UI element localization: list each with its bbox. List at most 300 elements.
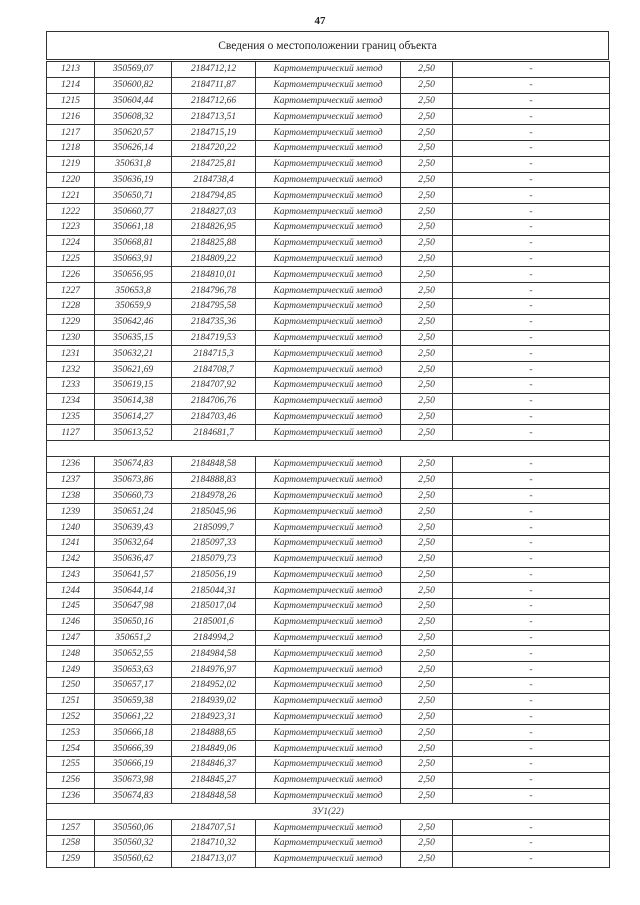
accuracy-cell: 2,50	[401, 172, 453, 188]
accuracy-cell: 2,50	[401, 614, 453, 630]
table-row	[47, 772, 610, 788]
table-row	[47, 583, 610, 599]
accuracy-cell: 2,50	[401, 535, 453, 551]
accuracy-cell: 2,50	[401, 709, 453, 725]
description-cell: -	[453, 77, 610, 93]
description-cell: -	[453, 298, 610, 314]
table-row	[47, 820, 610, 836]
y-coordinate-cell: 2184888,83	[172, 472, 256, 488]
accuracy-cell: 2,50	[401, 678, 453, 694]
point-number-cell: 1240	[47, 520, 95, 536]
description-cell: -	[453, 836, 610, 852]
y-coordinate-cell: 2184707,92	[172, 377, 256, 393]
y-coordinate-cell: 2184849,06	[172, 741, 256, 757]
table-row	[47, 678, 610, 694]
table-row	[47, 425, 610, 441]
point-number-cell: 1217	[47, 125, 95, 141]
y-coordinate-cell: 2185056,19	[172, 567, 256, 583]
y-coordinate-cell: 2184796,78	[172, 283, 256, 299]
method-cell: Картометрический метод	[256, 156, 401, 172]
point-number-cell: 1238	[47, 488, 95, 504]
point-number-cell: 1257	[47, 820, 95, 836]
y-coordinate-cell: 2184939,02	[172, 693, 256, 709]
table-row	[47, 709, 610, 725]
description-cell: -	[453, 614, 610, 630]
accuracy-cell: 2,50	[401, 125, 453, 141]
method-cell: Картометрический метод	[256, 567, 401, 583]
point-number-cell: 1220	[47, 172, 95, 188]
accuracy-cell: 2,50	[401, 583, 453, 599]
table-row	[47, 172, 610, 188]
y-coordinate-cell: 2184712,66	[172, 93, 256, 109]
x-coordinate-cell: 350642,46	[95, 314, 172, 330]
y-coordinate-cell: 2185079,73	[172, 551, 256, 567]
point-number-cell: 1246	[47, 614, 95, 630]
y-coordinate-cell: 2184713,51	[172, 109, 256, 125]
method-cell: Картометрический метод	[256, 377, 401, 393]
description-cell: -	[453, 630, 610, 646]
method-cell: Картометрический метод	[256, 630, 401, 646]
point-number-cell: 1226	[47, 267, 95, 283]
point-number-cell: 1252	[47, 709, 95, 725]
description-cell: -	[453, 172, 610, 188]
method-cell: Картометрический метод	[256, 188, 401, 204]
y-coordinate-cell: 2184794,85	[172, 188, 256, 204]
accuracy-cell: 2,50	[401, 551, 453, 567]
x-coordinate-cell: 350604,44	[95, 93, 172, 109]
accuracy-cell: 2,50	[401, 93, 453, 109]
page-number: 47	[314, 15, 326, 27]
table-row	[47, 741, 610, 757]
y-coordinate-cell: 2184738,4	[172, 172, 256, 188]
y-coordinate-cell: 2184710,32	[172, 836, 256, 852]
description-cell: -	[453, 62, 610, 78]
table-row	[47, 456, 610, 472]
method-cell: Картометрический метод	[256, 298, 401, 314]
description-cell: -	[453, 362, 610, 378]
x-coordinate-cell: 350656,95	[95, 267, 172, 283]
method-cell: Картометрический метод	[256, 283, 401, 299]
x-coordinate-cell: 350650,16	[95, 614, 172, 630]
description-cell: -	[453, 204, 610, 220]
table-row	[47, 488, 610, 504]
y-coordinate-cell: 2184984,58	[172, 646, 256, 662]
point-number-cell: 1222	[47, 204, 95, 220]
description-cell: -	[453, 456, 610, 472]
accuracy-cell: 2,50	[401, 725, 453, 741]
method-cell: Картометрический метод	[256, 488, 401, 504]
x-coordinate-cell: 350621,69	[95, 362, 172, 378]
point-number-cell: 1245	[47, 599, 95, 615]
method-cell: Картометрический метод	[256, 662, 401, 678]
description-cell: -	[453, 567, 610, 583]
description-cell: -	[453, 757, 610, 773]
point-number-cell: 1249	[47, 662, 95, 678]
y-coordinate-cell: 2184848,58	[172, 788, 256, 804]
point-number-cell: 1259	[47, 851, 95, 867]
table-row	[47, 646, 610, 662]
y-coordinate-cell: 2184713,07	[172, 851, 256, 867]
accuracy-cell: 2,50	[401, 820, 453, 836]
method-cell: Картометрический метод	[256, 551, 401, 567]
x-coordinate-cell: 350653,63	[95, 662, 172, 678]
table-row	[47, 109, 610, 125]
method-cell: Картометрический метод	[256, 772, 401, 788]
accuracy-cell: 2,50	[401, 362, 453, 378]
point-number-cell: 1228	[47, 298, 95, 314]
accuracy-cell: 2,50	[401, 156, 453, 172]
point-number-cell: 1236	[47, 456, 95, 472]
method-cell: Картометрический метод	[256, 62, 401, 78]
table-row	[47, 851, 610, 867]
x-coordinate-cell: 350668,81	[95, 235, 172, 251]
description-cell: -	[453, 188, 610, 204]
description-cell: -	[453, 330, 610, 346]
description-cell: -	[453, 425, 610, 441]
y-coordinate-cell: 2184826,95	[172, 219, 256, 235]
table-row	[47, 235, 610, 251]
method-cell: Картометрический метод	[256, 409, 401, 425]
method-cell: Картометрический метод	[256, 267, 401, 283]
table-row	[47, 614, 610, 630]
point-number-cell: 1224	[47, 235, 95, 251]
description-cell: -	[453, 409, 610, 425]
method-cell: Картометрический метод	[256, 251, 401, 267]
x-coordinate-cell: 350661,18	[95, 219, 172, 235]
coordinates-table	[46, 61, 610, 868]
table-row	[47, 725, 610, 741]
point-number-cell: 1239	[47, 504, 95, 520]
x-coordinate-cell: 350666,39	[95, 741, 172, 757]
x-coordinate-cell: 350661,22	[95, 709, 172, 725]
description-cell: -	[453, 251, 610, 267]
point-number-cell: 1254	[47, 741, 95, 757]
accuracy-cell: 2,50	[401, 62, 453, 78]
y-coordinate-cell: 2184923,31	[172, 709, 256, 725]
accuracy-cell: 2,50	[401, 251, 453, 267]
point-number-cell: 1225	[47, 251, 95, 267]
x-coordinate-cell: 350569,07	[95, 62, 172, 78]
accuracy-cell: 2,50	[401, 757, 453, 773]
x-coordinate-cell: 350636,19	[95, 172, 172, 188]
method-cell: Картометрический метод	[256, 788, 401, 804]
accuracy-cell: 2,50	[401, 741, 453, 757]
x-coordinate-cell: 350560,62	[95, 851, 172, 867]
table-row	[47, 377, 610, 393]
x-coordinate-cell: 350560,32	[95, 836, 172, 852]
x-coordinate-cell: 350652,55	[95, 646, 172, 662]
x-coordinate-cell: 350651,24	[95, 504, 172, 520]
accuracy-cell: 2,50	[401, 330, 453, 346]
x-coordinate-cell: 350608,32	[95, 109, 172, 125]
method-cell: Картометрический метод	[256, 678, 401, 694]
description-cell: -	[453, 314, 610, 330]
y-coordinate-cell: 2184712,12	[172, 62, 256, 78]
table-row	[47, 330, 610, 346]
table-row	[47, 188, 610, 204]
table-row	[47, 156, 610, 172]
table-row	[47, 219, 610, 235]
method-cell: Картометрический метод	[256, 504, 401, 520]
accuracy-cell: 2,50	[401, 693, 453, 709]
table-row	[47, 140, 610, 156]
accuracy-cell: 2,50	[401, 393, 453, 409]
accuracy-cell: 2,50	[401, 488, 453, 504]
method-cell: Картометрический метод	[256, 330, 401, 346]
point-number-cell: 1258	[47, 836, 95, 852]
method-cell: Картометрический метод	[256, 393, 401, 409]
y-coordinate-cell: 2184711,87	[172, 77, 256, 93]
section-label: ЗУ1(22)	[47, 804, 610, 820]
accuracy-cell: 2,50	[401, 520, 453, 536]
description-cell: -	[453, 678, 610, 694]
x-coordinate-cell: 350659,38	[95, 693, 172, 709]
x-coordinate-cell: 350660,73	[95, 488, 172, 504]
x-coordinate-cell: 350620,57	[95, 125, 172, 141]
point-number-cell: 1253	[47, 725, 95, 741]
x-coordinate-cell: 350560,06	[95, 820, 172, 836]
x-coordinate-cell: 350641,57	[95, 567, 172, 583]
table-row	[47, 504, 610, 520]
x-coordinate-cell: 350650,71	[95, 188, 172, 204]
y-coordinate-cell: 2184720,22	[172, 140, 256, 156]
point-number-cell: 1243	[47, 567, 95, 583]
description-cell: -	[453, 125, 610, 141]
method-cell: Картометрический метод	[256, 140, 401, 156]
accuracy-cell: 2,50	[401, 140, 453, 156]
point-number-cell: 1247	[47, 630, 95, 646]
accuracy-cell: 2,50	[401, 109, 453, 125]
table-row	[47, 409, 610, 425]
description-cell: -	[453, 140, 610, 156]
table-row	[47, 599, 610, 615]
y-coordinate-cell: 2184846,37	[172, 757, 256, 773]
table-row	[47, 314, 610, 330]
table-row	[47, 520, 610, 536]
x-coordinate-cell: 350674,83	[95, 788, 172, 804]
description-cell: -	[453, 283, 610, 299]
method-cell: Картометрический метод	[256, 614, 401, 630]
method-cell: Картометрический метод	[256, 583, 401, 599]
point-number-cell: 1221	[47, 188, 95, 204]
description-cell: -	[453, 520, 610, 536]
method-cell: Картометрический метод	[256, 346, 401, 362]
x-coordinate-cell: 350635,15	[95, 330, 172, 346]
y-coordinate-cell: 2184952,02	[172, 678, 256, 694]
accuracy-cell: 2,50	[401, 298, 453, 314]
method-cell: Картометрический метод	[256, 646, 401, 662]
description-cell: -	[453, 377, 610, 393]
method-cell: Картометрический метод	[256, 741, 401, 757]
point-number-cell: 1223	[47, 219, 95, 235]
y-coordinate-cell: 2184809,22	[172, 251, 256, 267]
y-coordinate-cell: 2184827,03	[172, 204, 256, 220]
point-number-cell: 1251	[47, 693, 95, 709]
y-coordinate-cell: 2184708,7	[172, 362, 256, 378]
table-row	[47, 693, 610, 709]
y-coordinate-cell: 2184810,01	[172, 267, 256, 283]
method-cell: Картометрический метод	[256, 599, 401, 615]
method-cell: Картометрический метод	[256, 820, 401, 836]
point-number-cell: 1215	[47, 93, 95, 109]
point-number-cell: 1236	[47, 788, 95, 804]
section-row	[47, 804, 610, 820]
description-cell: -	[453, 504, 610, 520]
y-coordinate-cell: 2184681,7	[172, 425, 256, 441]
description-cell: -	[453, 583, 610, 599]
accuracy-cell: 2,50	[401, 346, 453, 362]
description-cell: -	[453, 109, 610, 125]
y-coordinate-cell: 2184994,2	[172, 630, 256, 646]
accuracy-cell: 2,50	[401, 772, 453, 788]
accuracy-cell: 2,50	[401, 409, 453, 425]
x-coordinate-cell: 350639,43	[95, 520, 172, 536]
accuracy-cell: 2,50	[401, 77, 453, 93]
table-row	[47, 251, 610, 267]
point-number-cell: 1232	[47, 362, 95, 378]
method-cell: Картометрический метод	[256, 204, 401, 220]
accuracy-cell: 2,50	[401, 188, 453, 204]
table-row	[47, 393, 610, 409]
description-cell: -	[453, 646, 610, 662]
x-coordinate-cell: 350644,14	[95, 583, 172, 599]
point-number-cell: 1229	[47, 314, 95, 330]
point-number-cell: 1241	[47, 535, 95, 551]
x-coordinate-cell: 350666,18	[95, 725, 172, 741]
table-row	[47, 535, 610, 551]
table-row	[47, 298, 610, 314]
point-number-cell: 1214	[47, 77, 95, 93]
y-coordinate-cell: 2185017,04	[172, 599, 256, 615]
x-coordinate-cell: 350659,9	[95, 298, 172, 314]
table-row	[47, 204, 610, 220]
x-coordinate-cell: 350613,52	[95, 425, 172, 441]
description-cell: -	[453, 219, 610, 235]
point-number-cell: 1227	[47, 283, 95, 299]
method-cell: Картометрический метод	[256, 456, 401, 472]
y-coordinate-cell: 2184707,51	[172, 820, 256, 836]
method-cell: Картометрический метод	[256, 235, 401, 251]
y-coordinate-cell: 2184703,46	[172, 409, 256, 425]
table-body	[47, 62, 610, 868]
table-row	[47, 551, 610, 567]
description-cell: -	[453, 346, 610, 362]
table-row	[47, 836, 610, 852]
y-coordinate-cell: 2184888,65	[172, 725, 256, 741]
table-row	[47, 77, 610, 93]
accuracy-cell: 2,50	[401, 314, 453, 330]
method-cell: Картометрический метод	[256, 125, 401, 141]
point-number-cell: 1256	[47, 772, 95, 788]
description-cell: -	[453, 709, 610, 725]
table-row	[47, 62, 610, 78]
point-number-cell: 1234	[47, 393, 95, 409]
description-cell: -	[453, 235, 610, 251]
accuracy-cell: 2,50	[401, 267, 453, 283]
description-cell: -	[453, 472, 610, 488]
table-header	[46, 31, 609, 60]
x-coordinate-cell: 350632,21	[95, 346, 172, 362]
point-number-cell: 1237	[47, 472, 95, 488]
description-cell: -	[453, 772, 610, 788]
y-coordinate-cell: 2184825,88	[172, 235, 256, 251]
description-cell: -	[453, 551, 610, 567]
method-cell: Картометрический метод	[256, 93, 401, 109]
accuracy-cell: 2,50	[401, 599, 453, 615]
y-coordinate-cell: 2184706,76	[172, 393, 256, 409]
y-coordinate-cell: 2184795,58	[172, 298, 256, 314]
y-coordinate-cell: 2184848,58	[172, 456, 256, 472]
description-cell: -	[453, 267, 610, 283]
accuracy-cell: 2,50	[401, 788, 453, 804]
x-coordinate-cell: 350666,19	[95, 757, 172, 773]
y-coordinate-cell: 2184719,53	[172, 330, 256, 346]
table-row	[47, 125, 610, 141]
method-cell: Картометрический метод	[256, 314, 401, 330]
accuracy-cell: 2,50	[401, 630, 453, 646]
x-coordinate-cell: 350619,15	[95, 377, 172, 393]
accuracy-cell: 2,50	[401, 425, 453, 441]
y-coordinate-cell: 2185001,6	[172, 614, 256, 630]
point-number-cell: 1242	[47, 551, 95, 567]
method-cell: Картометрический метод	[256, 709, 401, 725]
method-cell: Картометрический метод	[256, 425, 401, 441]
method-cell: Картометрический метод	[256, 535, 401, 551]
x-coordinate-cell: 350631,8	[95, 156, 172, 172]
accuracy-cell: 2,50	[401, 662, 453, 678]
description-cell: -	[453, 662, 610, 678]
description-cell: -	[453, 820, 610, 836]
x-coordinate-cell: 350626,14	[95, 140, 172, 156]
point-number-cell: 1127	[47, 425, 95, 441]
point-number-cell: 1231	[47, 346, 95, 362]
method-cell: Картометрический метод	[256, 725, 401, 741]
method-cell: Картометрический метод	[256, 693, 401, 709]
method-cell: Картометрический метод	[256, 172, 401, 188]
accuracy-cell: 2,50	[401, 235, 453, 251]
x-coordinate-cell: 350632,64	[95, 535, 172, 551]
y-coordinate-cell: 2184976,97	[172, 662, 256, 678]
blank-row	[47, 441, 610, 457]
point-number-cell: 1248	[47, 646, 95, 662]
method-cell: Картометрический метод	[256, 77, 401, 93]
point-number-cell: 1235	[47, 409, 95, 425]
method-cell: Картометрический метод	[256, 757, 401, 773]
accuracy-cell: 2,50	[401, 836, 453, 852]
table-row	[47, 346, 610, 362]
description-cell: -	[453, 851, 610, 867]
table-row	[47, 567, 610, 583]
table-row	[47, 283, 610, 299]
y-coordinate-cell: 2185045,96	[172, 504, 256, 520]
accuracy-cell: 2,50	[401, 219, 453, 235]
x-coordinate-cell: 350653,8	[95, 283, 172, 299]
accuracy-cell: 2,50	[401, 204, 453, 220]
point-number-cell: 1244	[47, 583, 95, 599]
point-number-cell: 1230	[47, 330, 95, 346]
accuracy-cell: 2,50	[401, 283, 453, 299]
description-cell: -	[453, 599, 610, 615]
table-row	[47, 662, 610, 678]
point-number-cell: 1233	[47, 377, 95, 393]
method-cell: Картометрический метод	[256, 109, 401, 125]
accuracy-cell: 2,50	[401, 851, 453, 867]
y-coordinate-cell: 2184725,81	[172, 156, 256, 172]
table-title: Сведения о местоположении границ объекта	[218, 39, 437, 52]
description-cell: -	[453, 393, 610, 409]
x-coordinate-cell: 350674,83	[95, 456, 172, 472]
description-cell: -	[453, 156, 610, 172]
